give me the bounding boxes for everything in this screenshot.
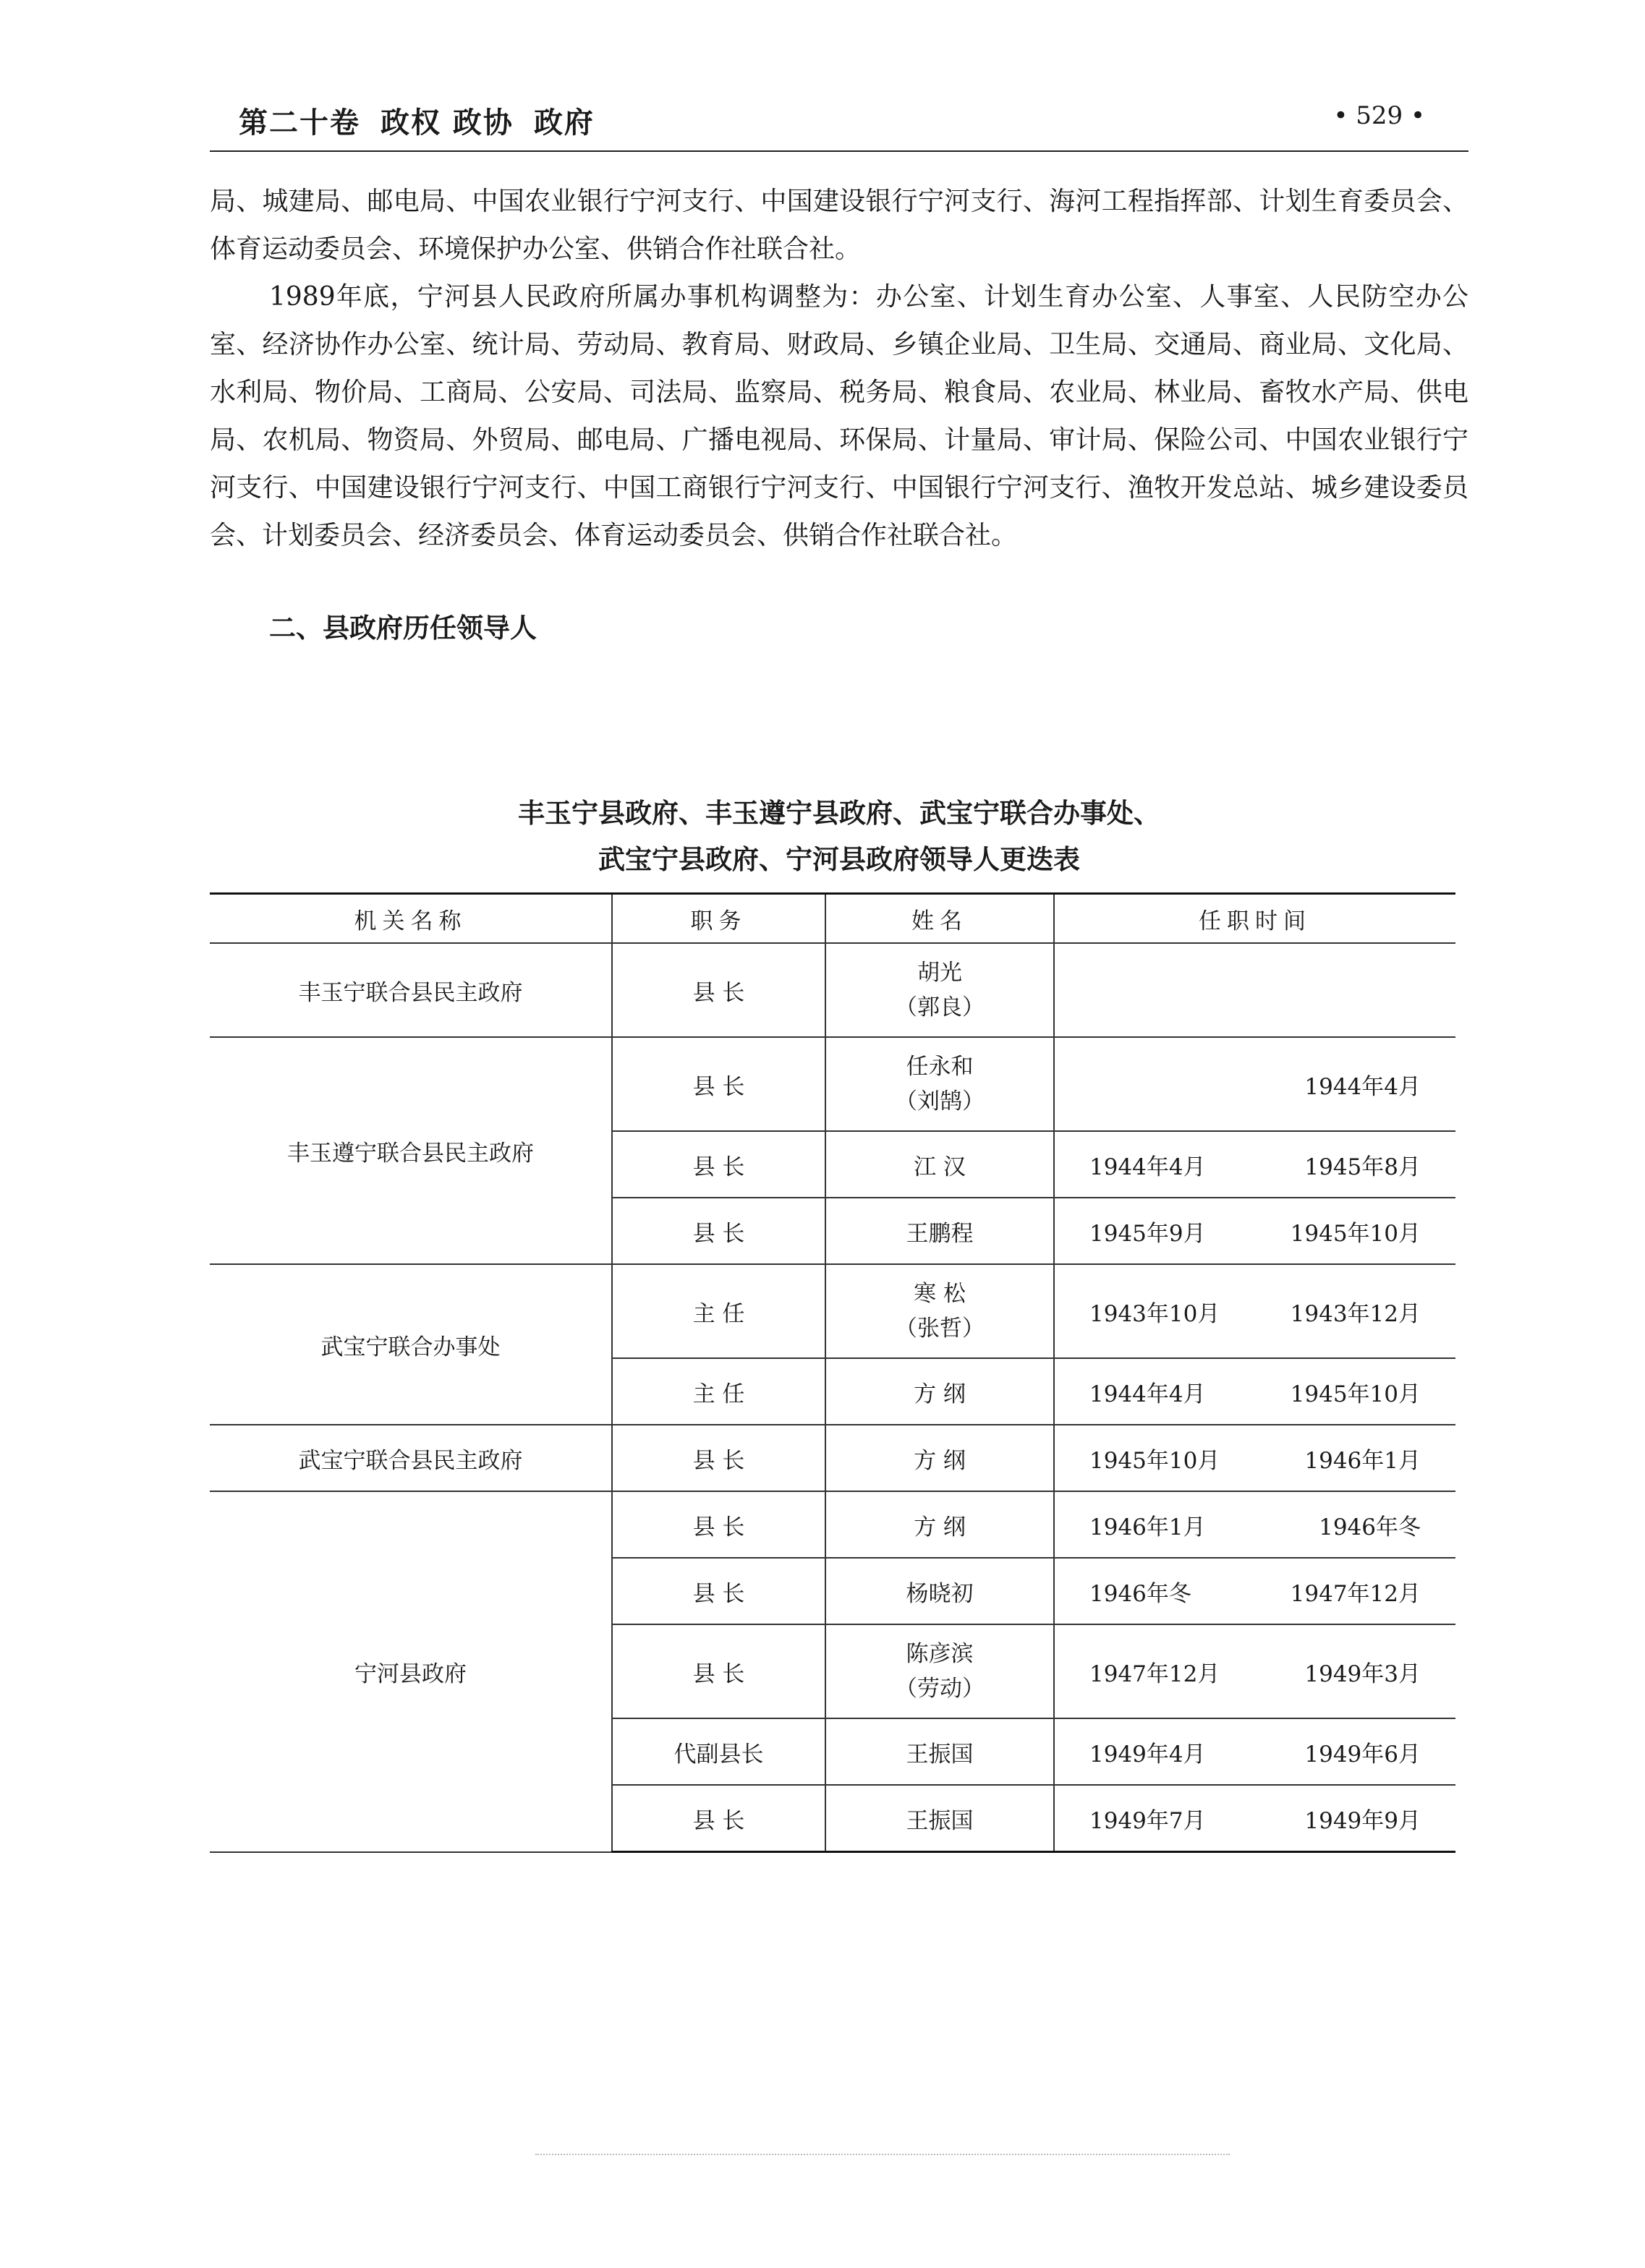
term-cell (1054, 1558, 1455, 1624)
term-cell (1054, 1198, 1455, 1264)
name-cell (825, 1624, 1054, 1718)
term-cell (1054, 1264, 1455, 1358)
name-cell (825, 1037, 1054, 1131)
term-start: 1943年10月 (1089, 1300, 1220, 1327)
header-rule (210, 150, 1468, 152)
position-cell: 县 长 (612, 1491, 825, 1558)
leader-alias: （劳动） (895, 1676, 985, 1702)
position-cell: 主 任 (612, 1264, 825, 1358)
name-cell: 杨晓初 (825, 1558, 1054, 1624)
position-cell: 县 长 (612, 1624, 825, 1718)
name-cell: 方 纲 (825, 1358, 1054, 1425)
term-cell (1054, 1624, 1455, 1718)
volume-label: 第二十卷 (239, 106, 360, 140)
term-end: 1945年8月 (1304, 1154, 1421, 1180)
term-cell (1054, 1491, 1455, 1558)
table-title-line-2: 武宝宁县政府、宁河县政府领导人更迭表 (598, 844, 1080, 875)
term-end: 1947年12月 (1290, 1580, 1421, 1607)
table-row (210, 943, 1455, 1037)
leader-alias: （张哲） (895, 1316, 985, 1342)
header-name: 姓名 (825, 894, 1054, 944)
position-cell: 县 长 (612, 1037, 825, 1131)
paragraph-1: 局、城建局、邮电局、中国农业银行宁河支行、中国建设银行宁河支行、海河工程指挥部、计划生育委员会、体育运动委员会、环境保护办公室、供销合作社联合社。 (210, 187, 1468, 264)
paragraph-2: 1989年底，宁河县人民政府所属办事机构调整为：办公室、计划生育办公室、人事室、人民防空办公室、经济协作办公室、统计局、劳动局、教育局、财政局、乡镇企业局、卫生局、交通局、商业局、文化局、水利局、物价局、工商局、公安局、司法局、监察局、税务局、粮食局、农业局、林业局、畜牧水产局、供电局、农机局、物资局、外贸局、邮电局、广播电视局、环保局、计量局、审计局、保险公司、中国农业银行宁河支行、中国建设银行宁河支行、中国工商银行宁河支行、中国银行宁河支行、渔牧开发总站、城乡建设委员会、计划委员会、经济委员会、体育运动委员会、供销合作社联合社。 (210, 282, 1468, 550)
term-end: 1946年1月 (1304, 1447, 1421, 1474)
header-term: 任职时间 (1054, 894, 1455, 944)
term-end: 1944年4月 (1304, 1073, 1421, 1100)
name-cell: 王振国 (825, 1718, 1054, 1785)
section-label-2: 政府 (533, 106, 595, 140)
leaders-table (210, 892, 1455, 1853)
position-cell: 县 长 (612, 1198, 825, 1264)
term-cell (1054, 1131, 1455, 1198)
term-start: 1944年4月 (1089, 1381, 1206, 1407)
leader-name: 任永和 (906, 1054, 974, 1080)
org-cell: 武宝宁联合县民主政府 (210, 1425, 612, 1491)
name-cell: 江 汉 (825, 1131, 1054, 1198)
term-start: 1947年12月 (1089, 1660, 1220, 1687)
term-start: 1945年10月 (1089, 1447, 1220, 1474)
term-end: 1945年10月 (1290, 1381, 1421, 1407)
position-cell: 县 长 (612, 943, 825, 1037)
leader-alias: （刘鹄） (895, 1088, 985, 1114)
term-end: 1949年9月 (1304, 1807, 1421, 1834)
term-start: 1946年1月 (1089, 1514, 1206, 1540)
name-cell (825, 1264, 1054, 1358)
term-start: 1946年冬 (1089, 1580, 1191, 1607)
position-cell: 县 长 (612, 1785, 825, 1852)
header-position: 职务 (612, 894, 825, 944)
org-cell: 武宝宁联合办事处 (210, 1264, 612, 1425)
table-row (210, 1491, 1455, 1558)
org-cell: 丰玉遵宁联合县民主政府 (210, 1037, 612, 1264)
org-cell: 丰玉宁联合县民主政府 (210, 943, 612, 1037)
leader-name: 胡光 (917, 960, 962, 986)
name-cell: 王振国 (825, 1785, 1054, 1852)
name-cell: 王鹏程 (825, 1198, 1054, 1264)
leader-name: 陈彦滨 (906, 1641, 974, 1667)
table-row (210, 1037, 1455, 1131)
term-end: 1945年10月 (1290, 1220, 1421, 1247)
leader-alias: （郭良） (895, 994, 985, 1020)
term-start: 1944年4月 (1089, 1154, 1206, 1180)
term-cell (1054, 1425, 1455, 1491)
name-cell: 方 纲 (825, 1491, 1054, 1558)
position-cell: 县 长 (612, 1425, 825, 1491)
term-cell (1054, 1358, 1455, 1425)
page-header (210, 100, 1468, 145)
page-number: • 529 • (1333, 101, 1425, 130)
header-org: 机关名称 (210, 894, 612, 944)
table-title-line-1: 丰玉宁县政府、丰玉遵宁县政府、武宝宁联合办事处、 (518, 798, 1160, 829)
org-cell: 宁河县政府 (210, 1491, 612, 1852)
term-start: 1945年9月 (1089, 1220, 1206, 1247)
term-cell (1054, 1785, 1455, 1852)
term-cell (1054, 1718, 1455, 1785)
table-header-row (210, 894, 1455, 944)
position-cell: 县 长 (612, 1131, 825, 1198)
scan-artifact (535, 2154, 1230, 2155)
term-end: 1943年12月 (1290, 1300, 1421, 1327)
body-text (210, 178, 1468, 560)
term-cell (1054, 943, 1455, 1037)
position-cell: 代副县长 (612, 1718, 825, 1785)
term-start: 1949年4月 (1089, 1741, 1206, 1768)
term-end: 1949年6月 (1304, 1741, 1421, 1768)
position-cell: 主 任 (612, 1358, 825, 1425)
position-cell: 县 长 (612, 1558, 825, 1624)
leader-name: 寒 松 (914, 1281, 966, 1307)
name-cell (825, 943, 1054, 1037)
table-row (210, 1264, 1455, 1358)
table-row (210, 1425, 1455, 1491)
section-heading: 二、县政府历任领导人 (269, 613, 537, 644)
term-end: 1946年冬 (1319, 1514, 1421, 1540)
term-end: 1949年3月 (1304, 1660, 1421, 1687)
section-label-1: 政权 政协 (381, 106, 514, 140)
term-cell (1054, 1037, 1455, 1131)
term-start: 1949年7月 (1089, 1807, 1206, 1834)
name-cell: 方 纲 (825, 1425, 1054, 1491)
running-title (239, 100, 615, 141)
